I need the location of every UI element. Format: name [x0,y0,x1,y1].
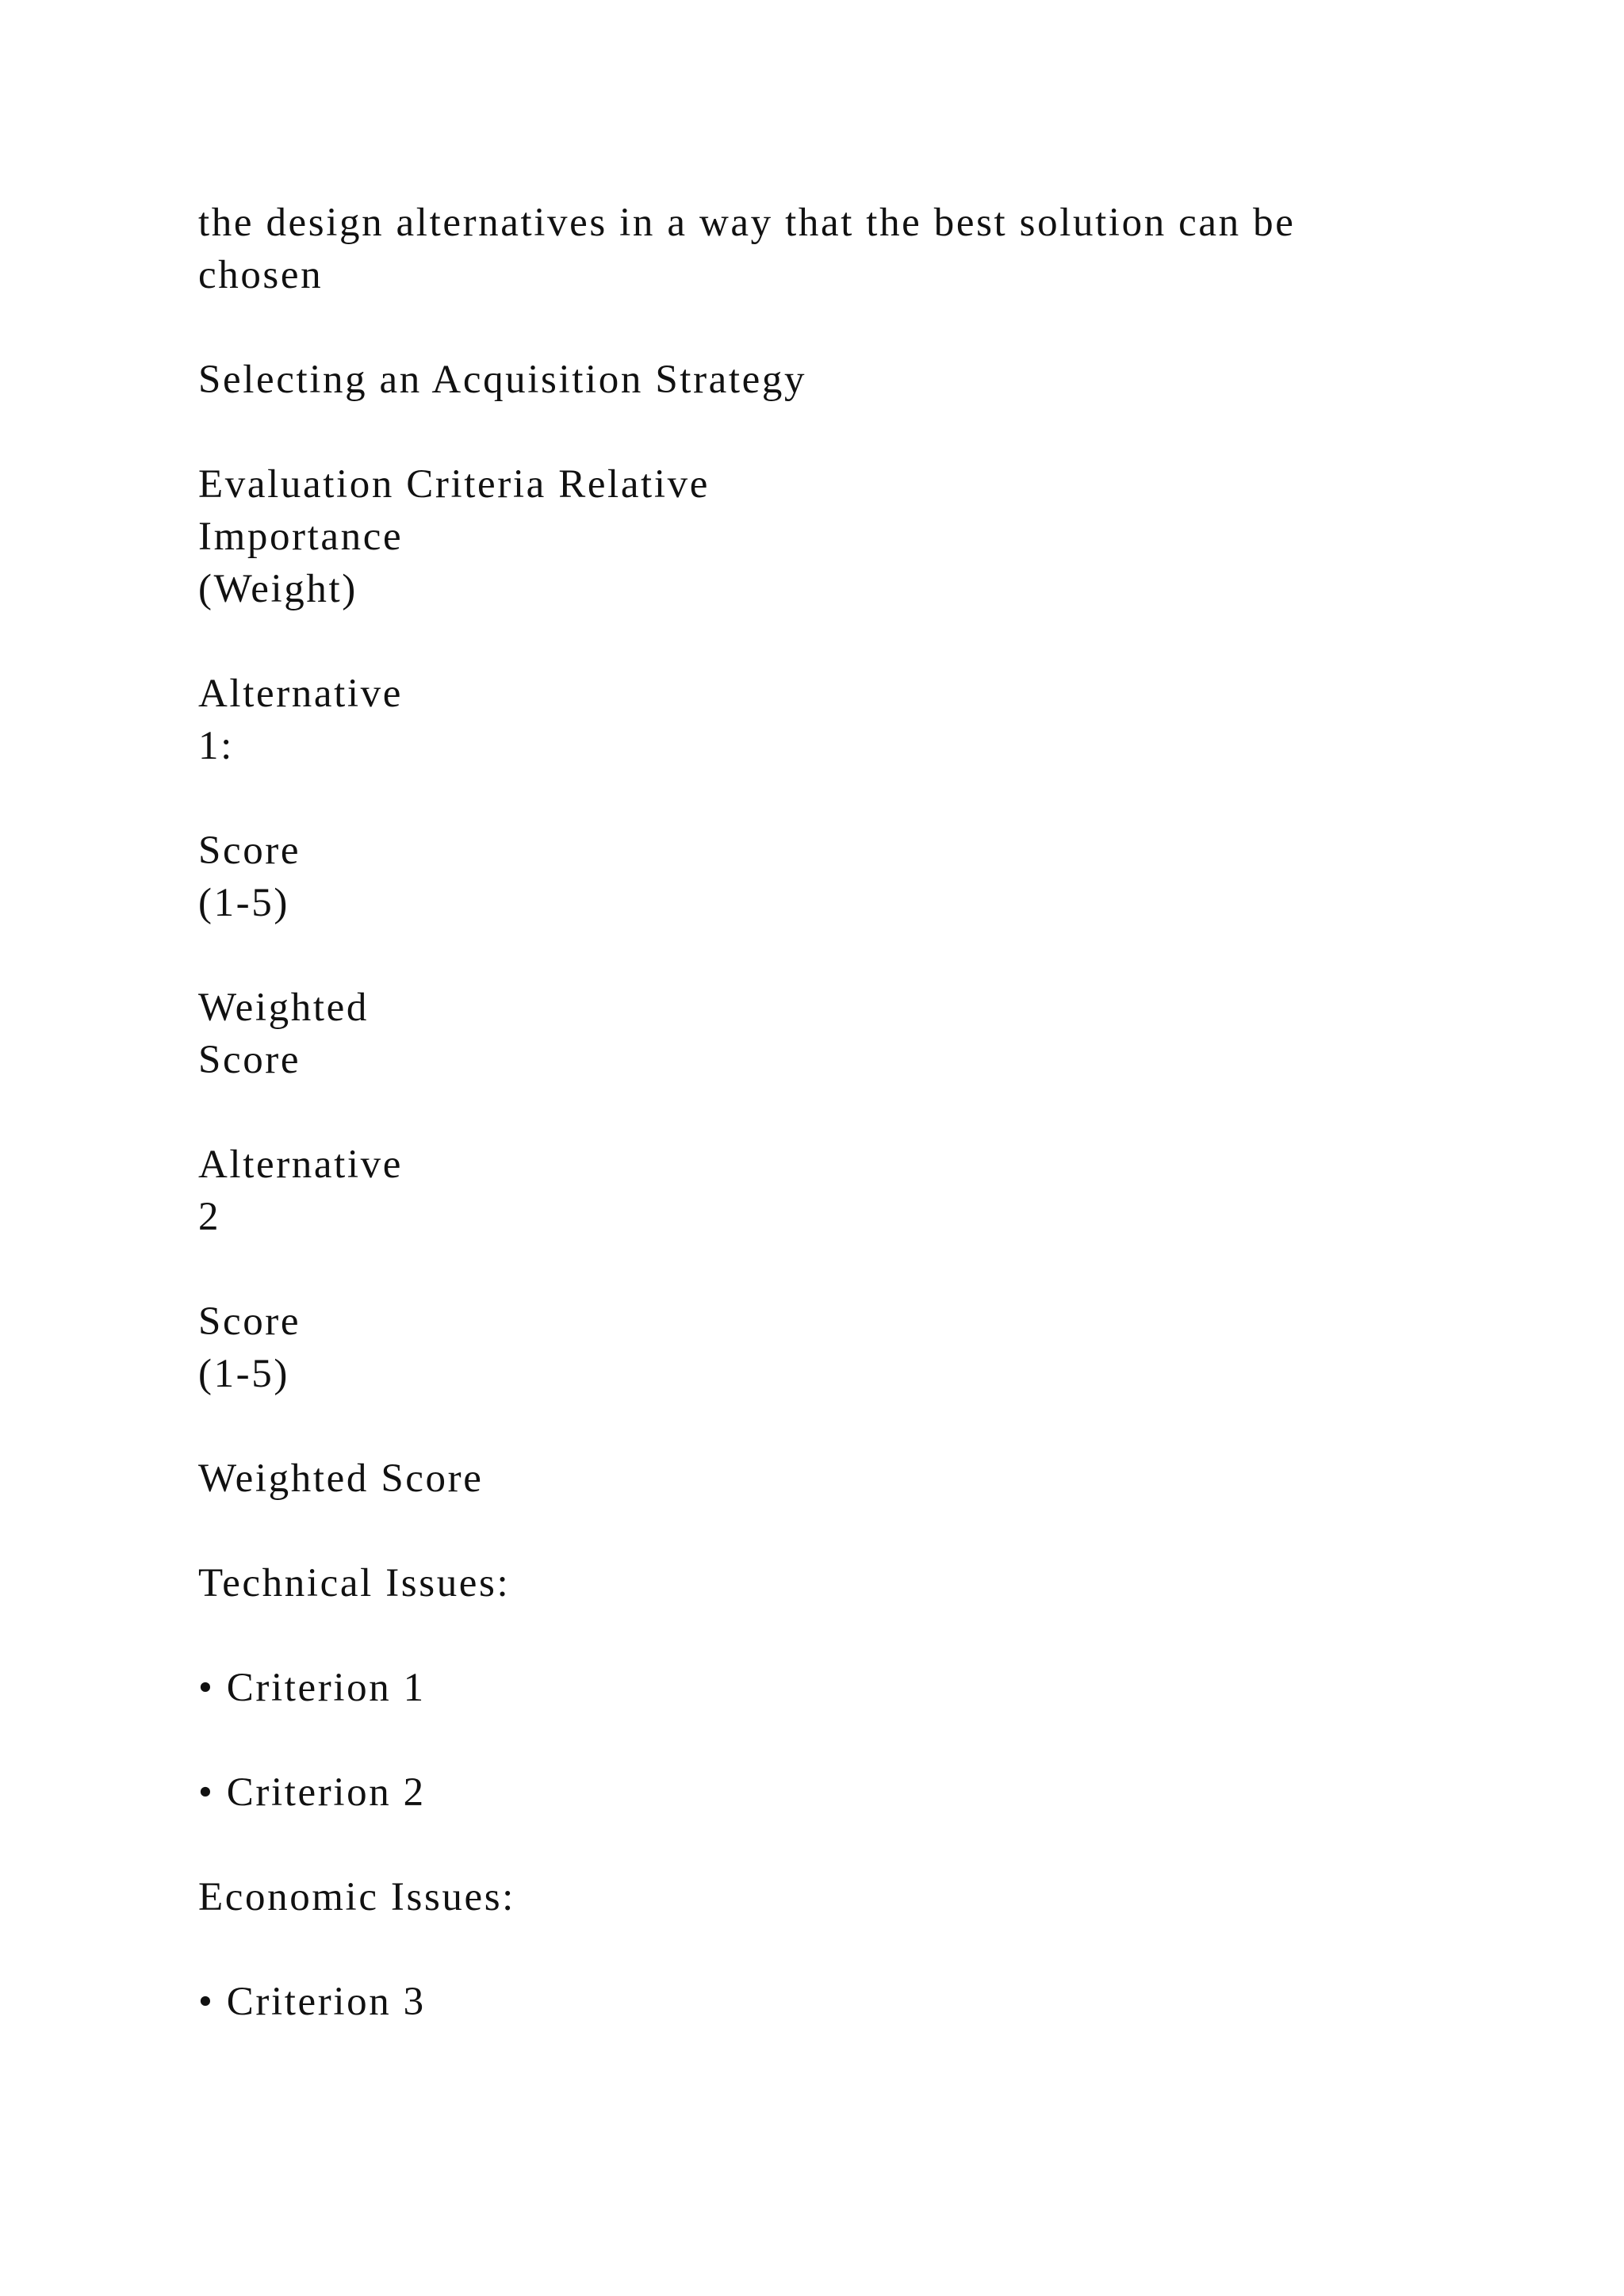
intro-paragraph [198,197,1435,301]
column-header-weighted-score-2 [198,1452,1435,1505]
text-line: the design alternatives in a way that the best solution can be [198,201,1296,245]
column-header-score-2 [198,1295,1435,1400]
document-body [198,197,1435,2080]
text-line: (Weight) [198,567,358,611]
criterion-item [198,1976,1435,2028]
text-line: Score [198,828,301,873]
text-line: Score [198,1299,301,1344]
text-line: 1: [198,724,234,768]
text-line: Selecting an Acquisition Strategy [198,358,807,402]
text-line: Technical Issues: [198,1561,511,1605]
text-line: • Criterion 2 [198,1770,426,1815]
section-heading [198,354,1435,406]
column-header-weighted-score-1 [198,982,1435,1086]
text-line: Score [198,1038,301,1082]
text-line: Economic Issues: [198,1875,515,1919]
column-header-alternative-1 [198,668,1435,772]
category-technical-issues [198,1557,1435,1609]
text-line: Importance [198,515,404,559]
column-header-alternative-2 [198,1138,1435,1243]
text-line: 2 [198,1195,221,1239]
text-line: Weighted [198,985,369,1030]
text-line: chosen [198,253,324,297]
text-line: (1-5) [198,881,289,925]
text-line: Alternative [198,672,404,716]
column-header-score-1 [198,825,1435,929]
text-line: • Criterion 3 [198,1980,426,2024]
text-line: Weighted Score [198,1456,484,1501]
text-line: Alternative [198,1142,404,1187]
text-line: (1-5) [198,1352,289,1396]
column-header-criteria [198,458,1435,615]
text-line: Evaluation Criteria Relative [198,462,710,507]
text-line: • Criterion 1 [198,1666,426,1710]
category-economic-issues [198,1871,1435,1923]
criterion-item [198,1662,1435,1714]
criterion-item [198,1766,1435,1819]
